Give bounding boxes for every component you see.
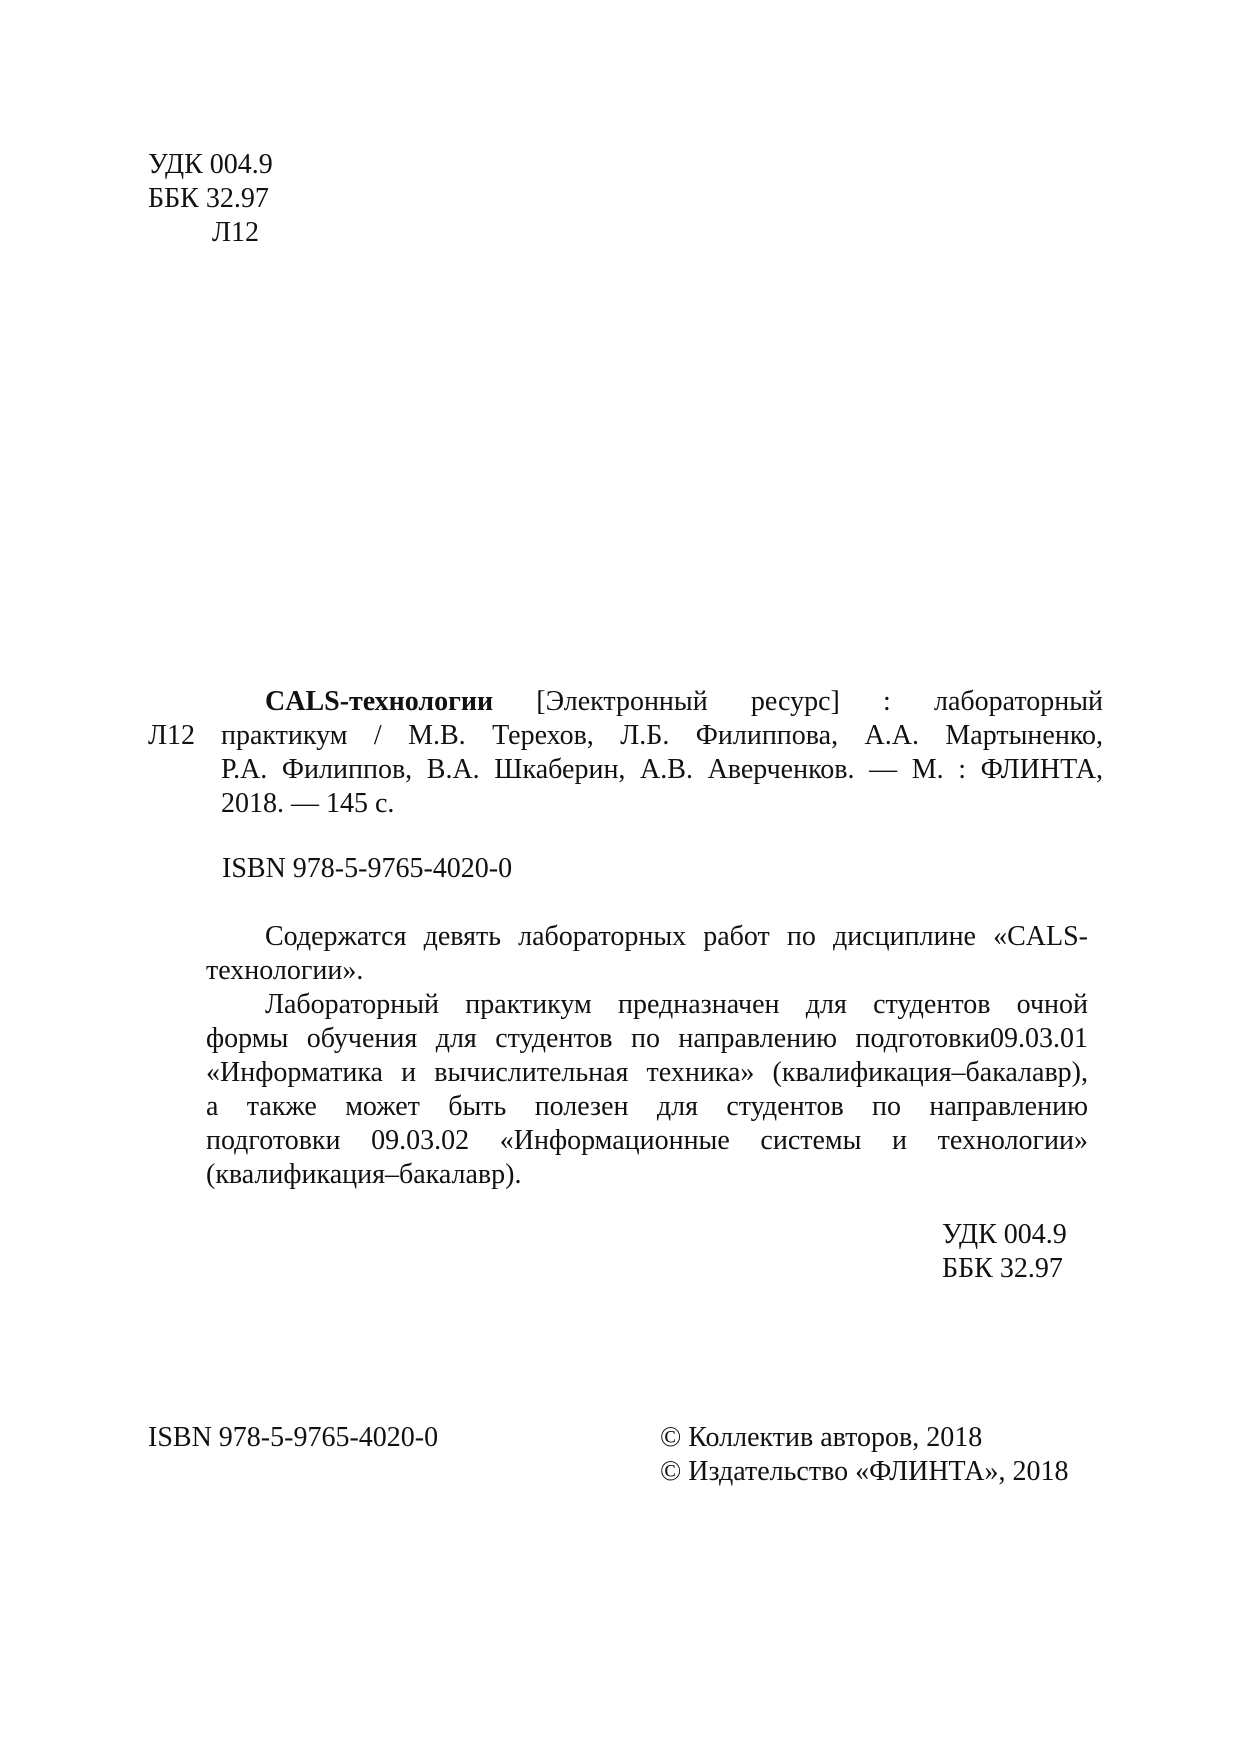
abstract-line: Лабораторный практикум предназначен для студентов очной bbox=[265, 989, 1088, 1020]
bbk-code: ББК 32.97 bbox=[942, 1253, 1063, 1284]
author-mark: Л12 bbox=[212, 217, 259, 248]
abstract-line: (квалификация–бакалавр). bbox=[206, 1159, 522, 1190]
isbn-bottom: ISBN 978-5-9765-4020-0 bbox=[148, 1422, 439, 1453]
abstract-line: подготовки 09.03.02 «Информационные системы и технологии» bbox=[206, 1125, 1088, 1156]
abstract-line: «Информатика и вычислительная техника» (квалификация–бакалавр), bbox=[206, 1057, 1088, 1088]
copyright-block bbox=[660, 1421, 1068, 1489]
book-title: CALS-технологии bbox=[265, 686, 494, 717]
abstract-line: Содержатся девять лабораторных работ по дисциплине «CALS- bbox=[265, 921, 1088, 952]
bib-line-2: практикум / М.В. Терехов, Л.Б. Филиппова, А.А. Мартыненко, bbox=[221, 720, 1103, 751]
abstract-line: формы обучения для студентов по направлению подготовки09.03.01 bbox=[206, 1023, 1088, 1054]
abstract-line: технологии». bbox=[206, 955, 364, 986]
bib-line bbox=[148, 685, 1103, 719]
bib-line bbox=[148, 719, 1103, 753]
isbn: ISBN 978-5-9765-4020-0 bbox=[222, 853, 513, 884]
bib-line-text bbox=[265, 685, 1103, 719]
abstract-line: а также может быть полезен для студентов по направлению bbox=[206, 1091, 1088, 1122]
udk-code: УДК 004.9 bbox=[148, 149, 273, 180]
abstract bbox=[206, 920, 1088, 1192]
bottom-classification-codes bbox=[942, 1218, 1067, 1286]
bib-line bbox=[148, 787, 1103, 821]
bib-line-3: Р.А. Филиппов, В.А. Шкаберин, А.В. Аверченков. — М. : ФЛИНТА, bbox=[221, 754, 1103, 785]
bib-line bbox=[148, 753, 1103, 787]
copyright-publisher: © Издательство «ФЛИНТА», 2018 bbox=[660, 1456, 1069, 1487]
copyright-authors: © Коллектив авторов, 2018 bbox=[660, 1422, 983, 1453]
bib-author-mark: Л12 bbox=[148, 720, 195, 751]
bbk-code: ББК 32.97 bbox=[148, 183, 269, 214]
bib-line-4: 2018. — 145 с. bbox=[221, 788, 395, 819]
bib-line-1-rest: [Электронный ресурс] : лабораторный bbox=[493, 686, 1103, 717]
bibliographic-entry bbox=[148, 685, 1103, 821]
top-classification-codes bbox=[148, 148, 273, 250]
udk-code: УДК 004.9 bbox=[942, 1219, 1067, 1250]
